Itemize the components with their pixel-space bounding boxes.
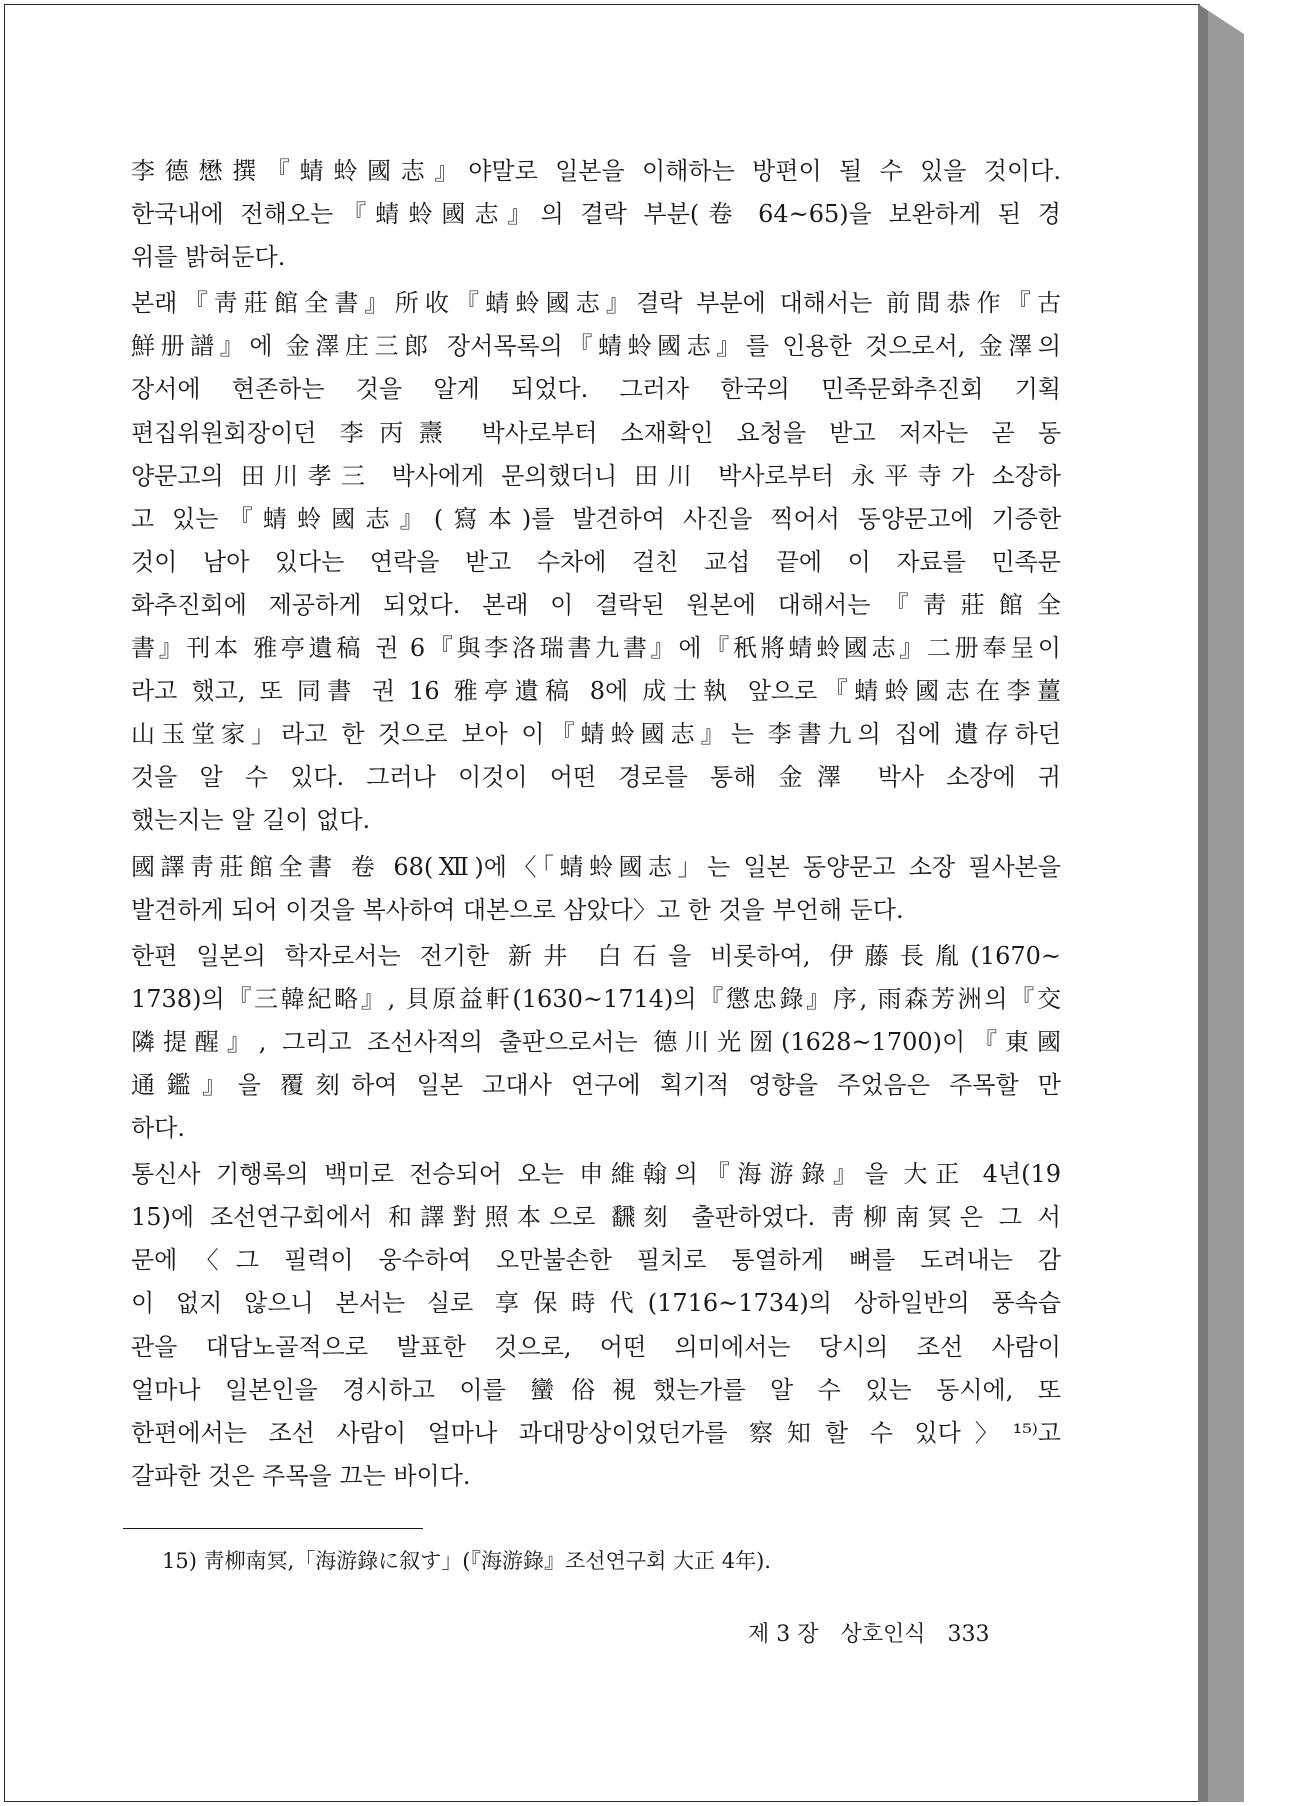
text-line: 발견하게 되어 이것을 복사하여 대본으로 삼았다〉고 한 것을 부언해 둔다. [131,895,904,924]
text-line: 위를 밝혀둔다. [131,243,286,272]
text-line: 한국내에 전해오는『蜻蛉國志』의 결락 부분(卷 64~65)을 보완하게 된 경 [131,200,1061,229]
chapter-title: 상호인식 [840,1622,926,1647]
text-line: 國譯靑莊館全書 卷 68(Ⅻ)에〈「蜻蛉國志」는 일본 동양문고 소장 필사본을 [131,852,1061,881]
text-line: 얼마나 일본인을 경시하고 이를 蠻俗視했는가를 알 수 있는 동시에, 또 [131,1375,1061,1404]
text-line: 15)에 조선연구회에서 和譯對照本으로 飜刻 출판하였다. 靑柳南冥은 그 서 [131,1203,1061,1232]
page-footer [748,1617,1012,1648]
body-text [131,150,1061,1501]
page-edge-shadow [1198,4,1208,1802]
paragraph [131,282,1061,842]
text-line: 鮮册譜』에 金澤庄三郎 장서목록의『蜻蛉國志』를 인용한 것으로서, 金澤의 [131,332,1061,361]
text-line: 것이 남아 있다는 연락을 받고 수차에 걸친 교섭 끝에 이 자료를 민족문 [131,547,1061,576]
chapter-number: 제 3 장 [748,1622,819,1647]
text-line: 書』刊本 雅亭遺稿 권 6『與李洛瑞書九書』에『秖將蜻蛉國志』二册奉呈이 [131,634,1061,663]
text-line: 문에〈그 필력이 웅수하여 오만불손한 필치로 통열하게 뼈를 도려내는 감 [131,1246,1061,1275]
text-line: 山玉堂家」라고 한 것으로 보아 이『蜻蛉國志』는 李書九의 집에 遺存하던 [131,720,1061,749]
text-line: 것을 알 수 있다. 그러나 이것이 어떤 경로를 통해 金澤 박사 소장에 귀 [131,763,1061,792]
text-line: 通鑑』을 覆刻하여 일본 고대사 연구에 획기적 영향을 주었음은 주목할 만 [131,1070,1061,1099]
text-line: 隣提醒』, 그리고 조선사적의 출판으로서는 德川光圀(1628~1700)이『東國 [131,1027,1061,1056]
text-line: 한편 일본의 학자로서는 전기한 新井 白石을 비롯하여, 伊藤長胤(1670~ [131,941,1061,970]
text-line: 통신사 기행록의 백미로 전승되어 오는 申維翰의『海游錄』을 大正 4년(19 [131,1160,1061,1189]
text-line: 고 있는『蜻蛉國志』(寫本)를 발견하여 사진을 찍어서 동양문고에 기증한 [131,504,1061,533]
text-line: 양문고의 田川孝三 박사에게 문의했더니 田川 박사로부터 永平寺가 소장하 [131,461,1061,490]
text-line: 1738)의『三韓紀略』, 貝原益軒(1630~1714)의『懲忠錄』序, 雨森芳洲의『交 [131,984,1061,1013]
paragraph [131,1153,1061,1498]
paragraph [131,935,1061,1150]
paragraph [131,150,1061,279]
text-line: 화추진회에 제공하게 되었다. 본래 이 결락된 원본에 대해서는『靑莊館全 [131,590,1061,619]
text-line: 했는지는 알 길이 없다. [131,806,371,835]
footnote-rule [123,1528,423,1529]
paragraph [131,846,1061,932]
text-line: 편집위원회장이던 李丙燾 박사로부터 소재확인 요청을 받고 저자는 곧 동 [131,418,1061,447]
text-line: 李德懋撰『蜻蛉國志』야말로 일본을 이해하는 방편이 될 수 있을 것이다. [131,157,1061,185]
text-line: 이 없지 않으니 본서는 실로 享保時代(1716~1734)의 상하일반의 풍속습 [131,1289,1061,1318]
text-line: 본래『靑莊館全書』所收『蜻蛉國志』결락 부분에 대해서는 前間恭作『古 [131,289,1061,318]
text-line: 한편에서는 조선 사람이 얼마나 과대망상이었던가를 察知할 수 있다〉¹⁵⁾고 [131,1418,1061,1447]
text-line: 라고 했고, 또 同書 권 16 雅亭遺稿 8에 成士執 앞으로『蜻蛉國志在李薑 [131,677,1061,706]
page-number: 333 [947,1622,990,1647]
text-line: 갈파한 것은 주목을 끄는 바이다. [131,1461,471,1490]
text-line: 관을 대담노골적으로 발표한 것으로, 어떤 의미에서는 당시의 조선 사람이 [131,1332,1061,1361]
text-line: 장서에 현존하는 것을 알게 되었다. 그러자 한국의 민족문화추진회 기획 [131,375,1061,404]
text-line: 하다. [131,1114,185,1143]
footnote-15: 15) 靑柳南冥,「海游錄に叙す」(『海游錄』조선연구회 大正 4年). [162,1549,771,1573]
